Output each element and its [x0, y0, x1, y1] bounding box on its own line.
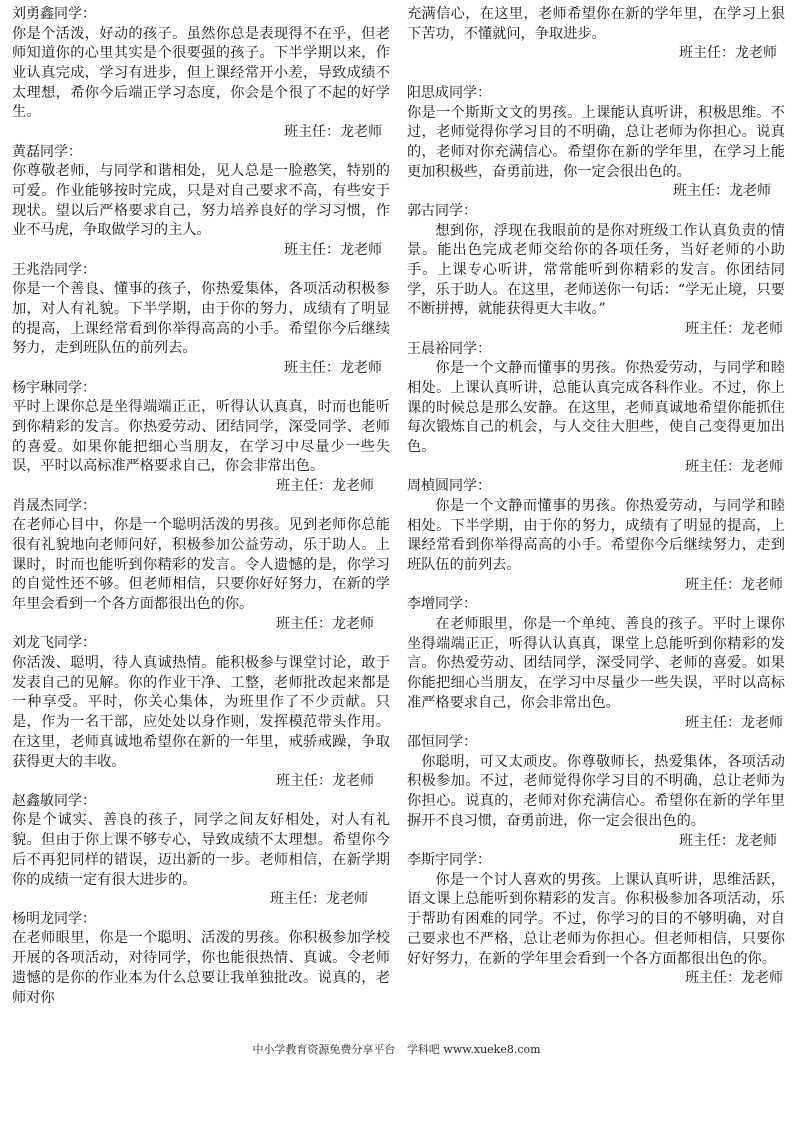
- comment-entry: [12, 792, 390, 910]
- signature-text: 班主任：龙老师: [284, 360, 382, 377]
- page-footer: [0, 1043, 793, 1057]
- student-name: 杨宇琳同学：: [12, 379, 96, 396]
- signature-text: 班主任：龙老师: [284, 242, 382, 259]
- student-name: 赵鑫敏同学：: [12, 792, 96, 809]
- comment-entry: [407, 340, 785, 478]
- teacher-signature: [12, 615, 390, 635]
- signature-text: 班主任：龙老师: [685, 714, 783, 731]
- comment-text: 你是个活泼，好动的孩子。虽然你总是表现得不在乎，但老师知道你的心里其实是个很要强的孩子。下半学期以来，作业认真完成，学习有进步，但上课经常开小差，导致成绩不太理想，希你今后端正学习态度，你会是个很了不起的好学生。: [12, 25, 390, 121]
- comment-entry: [407, 202, 785, 340]
- signature-text: 班主任：龙老师: [270, 891, 368, 908]
- comment-text: 在老师眼里，你是一个聪明、活泼的男孩。你积极参加学校开展的各项活动，对待同学，你也能很热情、真诚。令老师遗憾的是你的作业本为什么总要让我单独批改。说真的，老师对你: [12, 930, 390, 1006]
- teacher-signature: [407, 458, 785, 478]
- comment-text: 平时上课你总是坐得端端正正，听得认认真真，时而也能听到你精彩的发言。你热爱劳动、团结同学，深受同学、老师的喜爱。如果你能把细心当朋友，在学习中尽量少一些失误，平时以高标准严格要求自己，你会非常出色。: [12, 399, 390, 475]
- student-name: 肖晟杰同学：: [12, 497, 96, 514]
- student-name: 邵恒同学：: [407, 734, 477, 751]
- comment-entry: [12, 634, 390, 791]
- student-name: 李增同学：: [407, 596, 477, 613]
- student-name: 周楨圆同学：: [407, 478, 491, 495]
- teacher-signature: [407, 576, 785, 596]
- comment-entry: [407, 84, 785, 202]
- comment-text: 充满信心，在这里，老师希望你在新的学年里，在学习上狠下苦功，不懂就问，争取进步。: [407, 6, 785, 42]
- teacher-signature: [407, 832, 785, 852]
- signature-text: 班主任：龙老师: [685, 458, 783, 475]
- comment-entry: [407, 5, 785, 64]
- comment-entry: [12, 261, 390, 379]
- comment-entry: [407, 851, 785, 989]
- student-name: 杨明龙同学：: [12, 910, 96, 927]
- comment-entry: [12, 143, 390, 261]
- comment-entry: [407, 733, 785, 851]
- teacher-signature: [12, 359, 390, 379]
- signature-text: 班主任：龙老师: [276, 478, 374, 495]
- comment-entry: [407, 477, 785, 595]
- comment-text: 你是一个文静而懂事的男孩。你热爱劳动，与同学和睦相处。下半学期，由于你的努力，成绩有了明显的提高，上课经常看到你举得高高的小手。希望你今后继续努力，走到班队伍的前列去。: [407, 498, 785, 574]
- student-name: 郭古同学：: [407, 203, 477, 219]
- signature-text: 班主任：龙老师: [679, 45, 777, 62]
- signature-text: 班主任：龙老师: [685, 321, 783, 338]
- comment-text: 你尊敬老师，与同学和谐相处，见人总是一脸憨笑，特别的可爱。作业能够按时完成，只是对自己要求不高，有些安于现状。望以后严格要求自己，努力培养良好的学习习惯，作业不马虎，争取做学习的主人。: [12, 163, 390, 239]
- signature-text: 班主任：龙老师: [284, 124, 382, 141]
- student-name: 王晨裕同学：: [407, 340, 491, 357]
- comment-entry: [12, 5, 390, 143]
- comment-text: 想到你，浮现在我眼前的是你对班级工作认真负责的情景。能出色完成老师交给你的各项任务，当好老师的小助手。上课专心听讲，常常能听到你精彩的发言。你团结同学，乐于助人。在这里，老师送你一句话：“学无止境，只要不断拼搏，就能获得更大丰收。”: [407, 222, 785, 318]
- signature-text: 班主任：龙老师: [679, 832, 777, 849]
- left-column: [12, 5, 390, 1008]
- student-name: 阳思成同学：: [407, 85, 491, 101]
- right-column: [407, 5, 785, 989]
- signature-text: 班主任：龙老师: [685, 970, 783, 987]
- comment-entry: [407, 595, 785, 733]
- comment-text: 你是一个善良、懂事的孩子，你热爱集体，各项活动积极参加，对人有礼貌。下半学期，由于你的努力，成绩有了明显的提高，上课经常看到你举得高高的小手。希望你今后继续努力，走到班队伍的前列去。: [12, 281, 390, 357]
- signature-text: 班主任：龙老师: [685, 576, 783, 593]
- teacher-signature: [12, 890, 390, 910]
- student-name: 王兆浩同学：: [12, 261, 96, 278]
- footer-site-link[interactable]: 学科吧 www.xueke8.com: [406, 1043, 541, 1056]
- teacher-signature: [407, 320, 785, 340]
- footer-platform: 中小学教育资源免费分享平台: [252, 1043, 396, 1056]
- student-name: 刘勇鑫同学：: [12, 6, 96, 22]
- comment-entry: [12, 497, 390, 635]
- student-name: 刘龙飞同学：: [12, 635, 96, 652]
- teacher-signature: [12, 241, 390, 261]
- teacher-signature: [407, 714, 785, 734]
- comment-text: 你是个诚实、善良的孩子，同学之间友好相处，对人有礼貌。但由于你上课不够专心，导致成绩不太理想。希望你今后不再犯同样的错误，迈出新的一步。老师相信，在新学期你的成绩一定有很大进步的。: [12, 812, 390, 888]
- teacher-signature: [407, 182, 785, 202]
- comment-entry: [12, 379, 390, 497]
- teacher-signature: [407, 969, 785, 989]
- teacher-signature: [12, 477, 390, 497]
- student-name: 李斯宇同学：: [407, 852, 491, 869]
- comment-text: 你聪明，可又太顽皮。你尊敬师长，热爱集体，各项活动积极参加。不过，老师觉得你学习目的不明确，总让老师为你担心。说真的，老师对你充满信心。希望你在新的学年里摒开不良习惯，奋勇前进，你一定会很出色的。: [407, 753, 785, 829]
- comment-text: 在老师心目中，你是一个聪明活泼的男孩。见到老师你总能很有礼貌地向老师问好，积极参加公益劳动，乐于助人。上课时，时而也能听到你精彩的发言。令人遗憾的是，你学习的自觉性还不够。但老师相信，只要你好好努力，在新的学年里会看到一个各方面都很出色的你。: [12, 517, 390, 613]
- comment-text: 你是一个讨人喜欢的男孩。上课认真听讲，思维活跃，语文课上总能听到你精彩的发言。你积极参加各项活动，乐于帮助有困难的同学。不过，你学习的目的不够明确，对自己要求也不严格，总让老师为你担心。但老师相信，只要你好好努力，在新的学年里会看到一个各方面都很出色的你。: [407, 871, 785, 967]
- teacher-signature: [407, 44, 785, 64]
- signature-text: 班主任：龙老师: [276, 773, 374, 790]
- comment-text: 你是一个文静而懂事的男孩。你热爱劳动，与同学和睦相处。上课认真听讲，总能认真完成各科作业。不过，你上课的时候总是那么安静。在这里，老师真诚地希望你能抓住每次锻炼自己的机会，与人交往大胆些，使自己变得更加出色。: [407, 360, 785, 456]
- comment-entry: [12, 910, 390, 1008]
- signature-text: 班主任：龙老师: [673, 183, 771, 200]
- signature-text: 班主任：龙老师: [276, 615, 374, 632]
- comment-text: 你是一个斯斯文文的男孩。上课能认真听讲，积极思维。不过，老师觉得你学习目的不明确，总让老师为你担心。说真的，老师对你充满信心。希望你在新的学年里，在学习上能更加积极些，奋勇前进，你一定会很出色的。: [407, 104, 785, 180]
- comment-text: 你活泼、聪明，待人真诚热情。能积极参与课堂讨论，敢于发表自己的见解。你的作业干净、工整，老师批改起来都是一种享受。平时，你关心集体，为班里作了不少贡献。只是，作为一名干部，应处处以身作则，发挥模范带头作用。在这里，老师真诚地希望你在新的一年里，戒骄戒躁，争取获得更大的丰收。: [12, 655, 390, 770]
- spacer: [407, 64, 785, 84]
- teacher-signature: [12, 772, 390, 792]
- comment-text: 在老师眼里，你是一个单纯、善良的孩子。平时上课你坐得端端正正，听得认认真真，课堂上总能听到你精彩的发言。你热爱劳动、团结同学，深受同学、老师的喜爱。如果你能把细心当朋友，在学习中尽量少一些失误，平时以高标准严格要求自己，你会非常出色。: [407, 616, 785, 711]
- teacher-signature: [12, 123, 390, 143]
- student-name: 黄磊同学：: [12, 143, 82, 160]
